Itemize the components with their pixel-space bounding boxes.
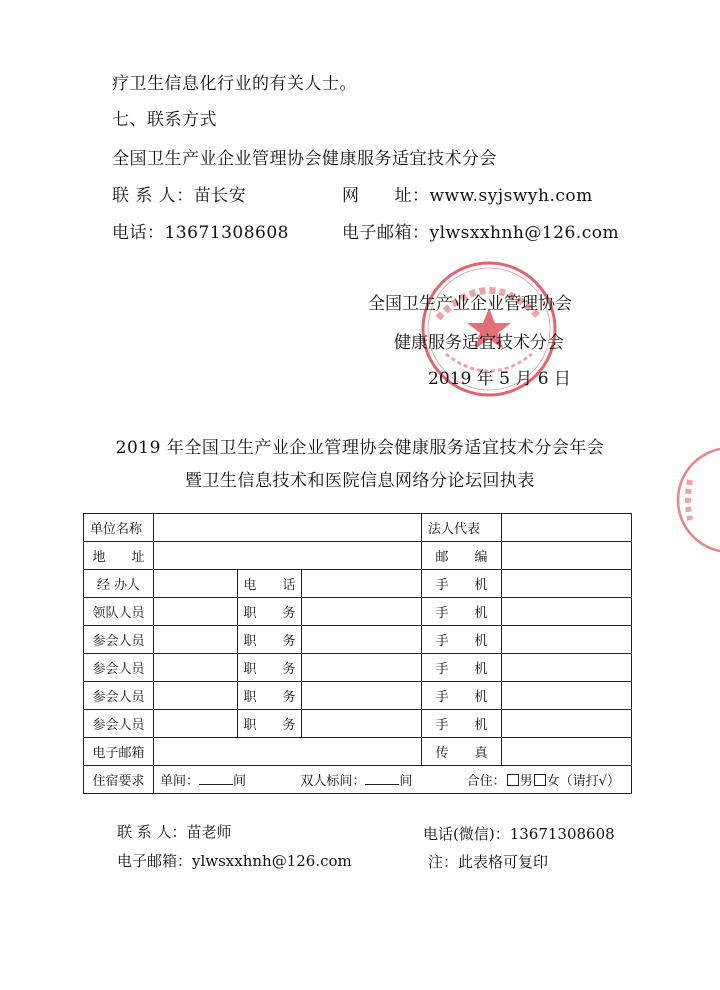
website-label: 网 址：: [342, 186, 430, 206]
email-label: 电子邮箱: [84, 738, 154, 766]
female-checkbox[interactable]: [534, 774, 546, 786]
fax-input[interactable]: [502, 738, 632, 766]
table-row: [84, 626, 632, 654]
footer-email: 电子邮箱：ylwsxxhnh@126.com: [117, 852, 352, 870]
attendee-input[interactable]: [154, 626, 238, 654]
mobile-input[interactable]: [502, 598, 632, 626]
attendee-label: 参会人员: [84, 654, 154, 682]
contact-person: 联 系 人：苗长安: [112, 186, 247, 206]
attendee-input[interactable]: [154, 710, 238, 738]
section-heading: 七、联系方式: [112, 110, 217, 130]
table-row: [84, 514, 632, 542]
position-input[interactable]: [302, 598, 422, 626]
signature-date: 2019 年 5 月 6 日: [428, 369, 571, 389]
form-title-line2: 暨卫生信息技术和医院信息网络分论坛回执表: [185, 471, 535, 491]
website-row: [342, 181, 593, 206]
single-room-input[interactable]: [199, 772, 233, 785]
double-room-label: 双人标间：: [300, 774, 366, 789]
handler-label: 经 办人: [84, 570, 154, 598]
position-label: 职 务: [238, 682, 302, 710]
mobile-input[interactable]: [502, 682, 632, 710]
phone-row: [112, 218, 289, 243]
phone-input[interactable]: [302, 570, 422, 598]
website-link[interactable]: www.syjswyh.com: [429, 186, 593, 206]
footer-contact: 联 系 人：苗老师: [117, 823, 232, 841]
table-row: [84, 710, 632, 738]
table-row: [84, 682, 632, 710]
partial-seal: [668, 440, 720, 560]
unit-name-label: 单位名称: [84, 514, 154, 542]
female-label: 女（请打√）: [546, 774, 620, 789]
double-room-input[interactable]: [365, 772, 399, 785]
table-row: [84, 766, 632, 794]
attendee-label: 参会人员: [84, 710, 154, 738]
unit-name-input[interactable]: [154, 514, 422, 542]
intro-text-line: 疗卫生信息化行业的有关人士。: [112, 74, 357, 94]
team-leader-label: 领队人员: [84, 598, 154, 626]
room-unit: 间: [233, 774, 247, 789]
position-input[interactable]: [302, 626, 422, 654]
table-row: [84, 738, 632, 766]
mobile-label: 手 机: [422, 598, 502, 626]
phone-number: 13671308608: [164, 223, 289, 243]
mobile-label: 手 机: [422, 570, 502, 598]
single-room-label: 单间：: [160, 774, 200, 789]
sharing-label: 合住：: [466, 774, 506, 789]
fax-label: 传 真: [422, 738, 502, 766]
position-label: 职 务: [238, 626, 302, 654]
registration-form-table: [83, 513, 632, 794]
position-input[interactable]: [302, 682, 422, 710]
mobile-input[interactable]: [502, 570, 632, 598]
form-title-line1: 2019 年全国卫生产业企业管理协会健康服务适宜技术分会年会: [115, 438, 605, 458]
position-label: 职 务: [238, 710, 302, 738]
mobile-label: 手 机: [422, 710, 502, 738]
mobile-input[interactable]: [502, 710, 632, 738]
organization-name: 全国卫生产业企业管理协会健康服务适宜技术分会: [112, 149, 497, 169]
postcode-input[interactable]: [502, 542, 632, 570]
mobile-label: 手 机: [422, 682, 502, 710]
team-leader-input[interactable]: [154, 598, 238, 626]
email-link[interactable]: ylwsxxhnh@126.com: [429, 223, 620, 243]
phone-label: 电话：: [112, 223, 165, 243]
lodging-options: [154, 766, 632, 794]
address-input[interactable]: [154, 542, 422, 570]
table-row: [84, 542, 632, 570]
attendee-input[interactable]: [154, 682, 238, 710]
email-input[interactable]: [154, 738, 422, 766]
signature-org-line1: 全国卫生产业企业管理协会: [368, 294, 572, 314]
attendee-label: 参会人员: [84, 626, 154, 654]
position-input[interactable]: [302, 710, 422, 738]
male-checkbox[interactable]: [507, 774, 519, 786]
footer-note: 注：此表格可复印: [428, 853, 549, 871]
mobile-label: 手 机: [422, 626, 502, 654]
table-row: [84, 570, 632, 598]
mobile-input[interactable]: [502, 626, 632, 654]
position-input[interactable]: [302, 654, 422, 682]
legal-rep-input[interactable]: [502, 514, 632, 542]
email-row: [342, 218, 619, 243]
attendee-label: 参会人员: [84, 682, 154, 710]
email-label: 电子邮箱：: [342, 223, 430, 243]
male-label: 男: [519, 774, 533, 789]
lodging-label: 住宿要求: [84, 766, 154, 794]
room-unit: 间: [399, 774, 413, 789]
attendee-input[interactable]: [154, 654, 238, 682]
table-row: [84, 598, 632, 626]
phone-label: 电 话: [238, 570, 302, 598]
mobile-input[interactable]: [502, 654, 632, 682]
footer-phone: 电话(微信)：13671308608: [423, 825, 615, 843]
position-label: 职 务: [238, 598, 302, 626]
postcode-label: 邮 编: [422, 542, 502, 570]
handler-input[interactable]: [154, 570, 238, 598]
table-row: [84, 654, 632, 682]
address-label: 地 址: [84, 542, 154, 570]
mobile-label: 手 机: [422, 654, 502, 682]
legal-rep-label: 法人代表: [422, 514, 502, 542]
position-label: 职 务: [238, 654, 302, 682]
signature-org-line2: 健康服务适宜技术分会: [394, 333, 564, 353]
